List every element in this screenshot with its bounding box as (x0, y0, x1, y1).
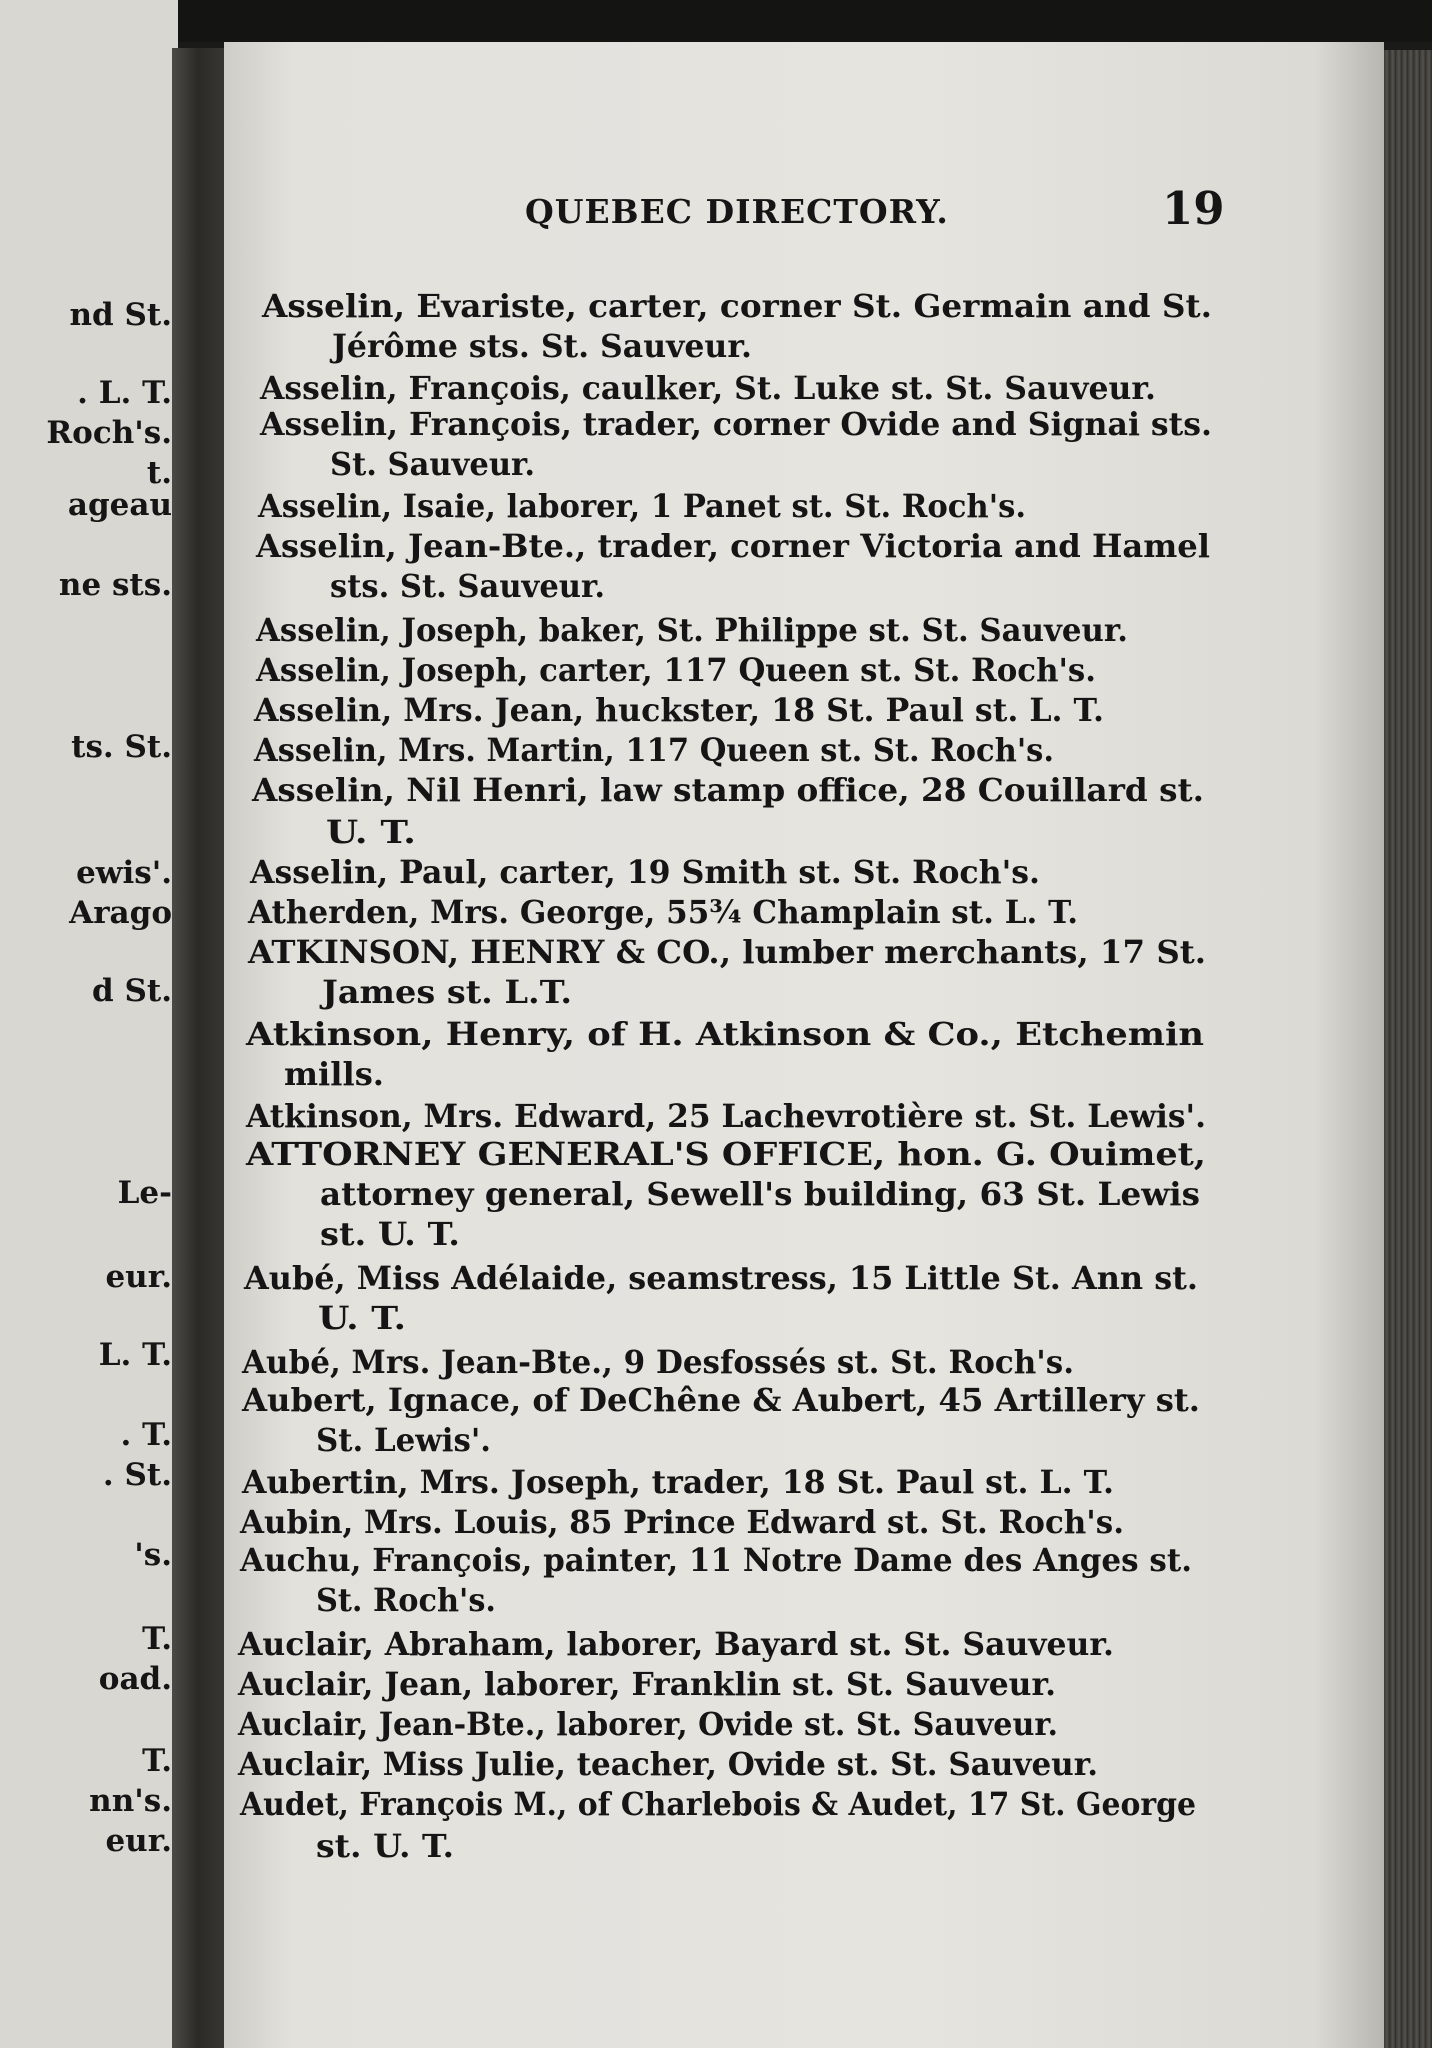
left-page-text-fragment: t. (146, 455, 172, 491)
directory-entry: ATKINSON, HENRY & CO., lumber merchants, 17 St. (248, 933, 1206, 971)
book-spine (172, 48, 230, 2048)
directory-entry: Asselin, Nil Henri, law stamp office, 28 Couillard st. (252, 771, 1204, 809)
directory-entry: Aubé, Miss Adélaide, seamstress, 15 Little St. Ann st. (244, 1259, 1198, 1297)
left-page-text-fragment: ageau (67, 487, 172, 523)
directory-entry: Asselin, Mrs. Jean, huckster, 18 St. Paul st. L. T. (254, 691, 1104, 729)
directory-entry: Asselin, Mrs. Martin, 117 Queen st. St. Roch's. (254, 731, 1054, 769)
directory-entry: ATTORNEY GENERAL'S OFFICE, hon. G. Ouimet, (246, 1135, 1206, 1173)
directory-entry: Aubin, Mrs. Louis, 85 Prince Edward st. St. Roch's. (240, 1503, 1124, 1541)
directory-entry: Asselin, François, caulker, St. Luke st. St. Sauveur. (260, 369, 1156, 407)
left-page-text-fragment: L. T. (98, 1337, 172, 1373)
running-header: QUEBEC DIRECTORY. (525, 192, 949, 231)
directory-entry: Auclair, Miss Julie, teacher, Ovide st. St. Sauveur. (238, 1745, 1098, 1783)
directory-entry-continuation: mills. (284, 1055, 384, 1093)
left-page-text-fragment: oad. (98, 1661, 172, 1697)
directory-entry-continuation: St. Roch's. (316, 1581, 496, 1619)
directory-entry-continuation: U. T. (326, 813, 416, 851)
directory-entry-continuation: Jérôme sts. St. Sauveur. (332, 327, 752, 365)
left-page-text-fragment: ewis'. (76, 855, 172, 891)
left-page-text-fragment: eur. (105, 1259, 172, 1295)
left-page-text-fragment: Le- (117, 1175, 172, 1211)
left-page-text-fragment: . T. (120, 1417, 172, 1453)
left-page-text-fragment: 's. (134, 1537, 172, 1573)
directory-entry: Asselin, Isaie, laborer, 1 Panet st. St. Roch's. (258, 487, 1026, 525)
directory-entry: Asselin, Jean-Bte., trader, corner Victoria and Hamel (256, 527, 1210, 565)
directory-entry: Asselin, Joseph, baker, St. Philippe st. St. Sauveur. (256, 611, 1128, 649)
directory-entry-continuation: sts. St. Sauveur. (330, 567, 605, 605)
directory-entry: Asselin, François, trader, corner Ovide and Signai sts. (260, 405, 1212, 443)
directory-entry: Aubé, Mrs. Jean-Bte., 9 Desfossés st. St. Roch's. (242, 1343, 1074, 1381)
directory-entry: Auclair, Abraham, laborer, Bayard st. St. Sauveur. (238, 1625, 1114, 1663)
page-number: 19 (1162, 182, 1225, 235)
left-page-text-fragment: T. (142, 1743, 172, 1779)
directory-entry: Aubert, Ignace, of DeChêne & Aubert, 45 Artillery st. (242, 1381, 1200, 1419)
left-page-text-fragment: Roch's. (46, 415, 172, 451)
left-page-text-fragment: nd St. (69, 297, 172, 333)
directory-entry: Atkinson, Mrs. Edward, 25 Lachevrotière st. St. Lewis'. (246, 1097, 1206, 1135)
directory-entry: Audet, François M., of Charlebois & Audet, 17 St. George (240, 1785, 1196, 1823)
directory-entry: Atherden, Mrs. George, 55¾ Champlain st. L. T. (248, 893, 1078, 931)
page-edge (1384, 50, 1432, 2048)
directory-entry: Auchu, François, painter, 11 Notre Dame des Anges st. (240, 1541, 1192, 1579)
left-page-text-fragment: . St. (102, 1457, 172, 1493)
directory-entry-continuation: U. T. (318, 1299, 406, 1337)
left-page-text-fragment: Arago (69, 895, 172, 931)
left-page-text-fragment: . L. T. (77, 375, 172, 411)
left-page-text-fragment: nn's. (89, 1783, 172, 1819)
left-page-text-fragment: d St. (92, 973, 172, 1009)
directory-entry: Atkinson, Henry, of H. Atkinson & Co., Etchemin (246, 1015, 1204, 1053)
directory-entry: Asselin, Evariste, carter, corner St. Germain and St. (262, 287, 1212, 325)
directory-entry: Auclair, Jean-Bte., laborer, Ovide st. St. Sauveur. (238, 1705, 1058, 1743)
directory-entry: Asselin, Joseph, carter, 117 Queen st. St. Roch's. (256, 651, 1096, 689)
directory-entry: Aubertin, Mrs. Joseph, trader, 18 St. Paul st. L. T. (242, 1463, 1114, 1501)
left-page-text-fragment: ts. St. (71, 729, 172, 765)
directory-entry-continuation: st. U. T. (316, 1827, 454, 1865)
directory-entry-continuation: attorney general, Sewell's building, 63 St. Lewis (320, 1175, 1200, 1213)
directory-entry-continuation: St. Sauveur. (330, 445, 535, 483)
directory-entry: Auclair, Jean, laborer, Franklin st. St. Sauveur. (238, 1665, 1056, 1703)
left-page-fragment (0, 0, 178, 2048)
left-page-text-fragment: eur. (105, 1823, 172, 1859)
directory-entry-continuation: St. Lewis'. (316, 1421, 491, 1459)
directory-entry-continuation: st. U. T. (320, 1215, 460, 1253)
directory-entry-continuation: James st. L.T. (322, 973, 572, 1011)
left-page-text-fragment: T. (142, 1621, 172, 1657)
directory-entry: Asselin, Paul, carter, 19 Smith st. St. Roch's. (250, 853, 1040, 891)
left-page-text-fragment: ne sts. (58, 567, 172, 603)
scan-top-border (0, 0, 1432, 42)
